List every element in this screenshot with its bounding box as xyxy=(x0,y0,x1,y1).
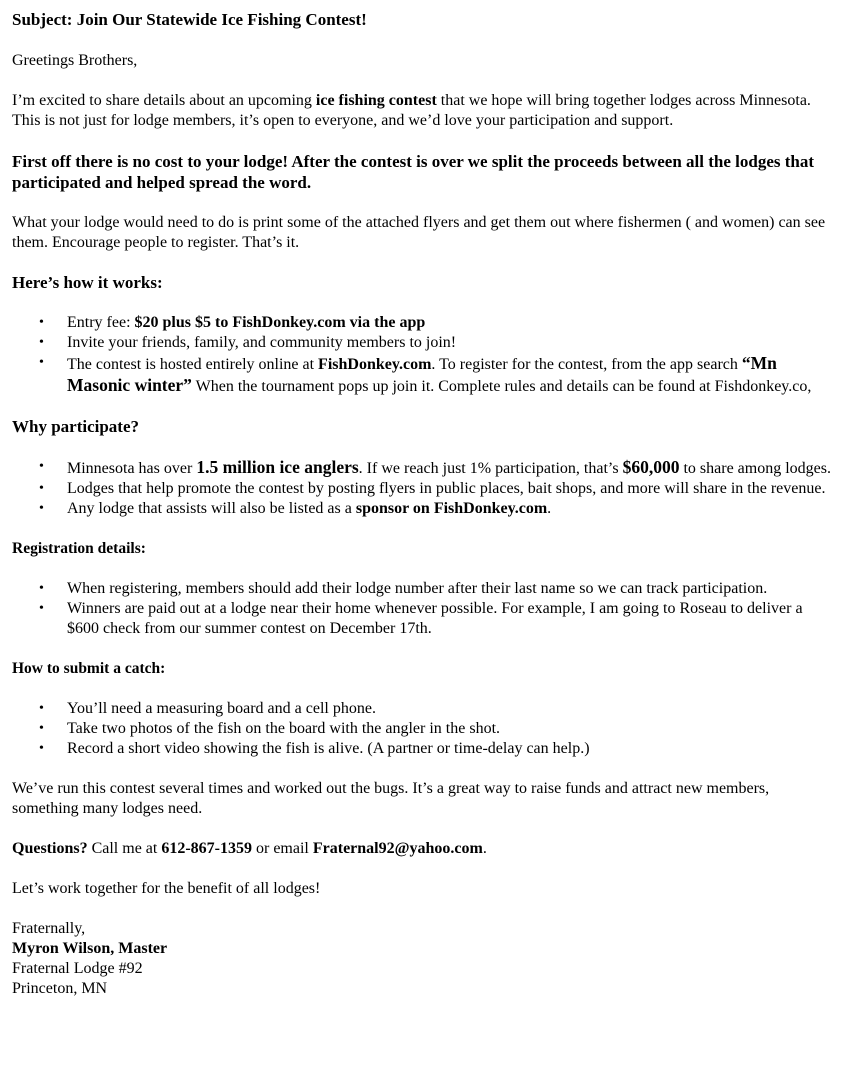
search-term-bold: “Mn Masonic winter” xyxy=(67,353,777,395)
list-item xyxy=(12,479,834,499)
signature-name-text: Myron Wilson, Master xyxy=(12,940,168,957)
submit-catch-heading: How to submit a catch: xyxy=(12,660,166,677)
bullet-icon: • xyxy=(39,701,44,716)
list-item xyxy=(12,353,834,397)
questions-text: or email xyxy=(252,840,313,857)
signature-name xyxy=(12,939,834,959)
item-text: Take two photos of the fish on the board with the angler in the shot. xyxy=(67,720,501,737)
questions-paragraph xyxy=(12,839,834,859)
item-text: Lodges that help promote the contest by posting flyers in public places, bait shops, and more will share in the revenue. xyxy=(67,480,826,497)
why-participate-heading: Why participate? xyxy=(12,417,140,436)
item-text: Winners are paid out at a lodge near their home whenever possible. For example, I am going to Roseau to deliver a $600 check from our summer contest on December 17th. xyxy=(67,600,803,637)
intro-text-end: that we hope will bring together lodges across Minnesota. This is not just for lodge members, it’s open to everyone, and we’d love your participation and support. xyxy=(12,92,811,129)
registration-list xyxy=(12,579,834,639)
item-text: Any lodge that assists will also be listed as a xyxy=(67,500,356,517)
bullet-icon: • xyxy=(39,459,44,474)
signature-location: Princeton, MN xyxy=(12,980,108,997)
list-item xyxy=(12,599,834,639)
bullet-icon: • xyxy=(39,335,44,350)
item-text: to share among lodges. xyxy=(679,460,831,477)
item-text: Record a short video showing the fish is alive. (A partner or time-delay can help.) xyxy=(67,740,590,757)
intro-text: I’m excited to share details about an upcoming xyxy=(12,92,316,109)
lodge-task-paragraph: What your lodge would need to do is print some of the attached flyers and get them out where fishermen ( and women) can see them. Encourage people to register. That’s it. xyxy=(12,214,826,251)
item-text: You’ll need a measuring board and a cell phone. xyxy=(67,700,376,717)
item-text: . To register for the contest, from the app search xyxy=(431,356,742,373)
list-item xyxy=(12,719,834,739)
item-text: The contest is hosted entirely online at xyxy=(67,356,319,373)
submit-catch-list xyxy=(12,699,834,759)
item-text: Entry fee: xyxy=(67,314,135,331)
item-text: Invite your friends, family, and community members to join! xyxy=(67,334,457,351)
list-item xyxy=(12,699,834,719)
bullet-icon: • xyxy=(39,315,44,330)
signature-lodge: Fraternal Lodge #92 xyxy=(12,960,143,977)
item-text: When the tournament pops up join it. Complete rules and details can be found at Fishdonkey.co, xyxy=(191,378,812,395)
entry-fee-bold: $20 plus $5 to FishDonkey.com via the app xyxy=(134,314,426,331)
item-text: . If we reach just 1% participation, that’s xyxy=(358,460,623,477)
questions-label: Questions? xyxy=(12,840,88,857)
bullet-icon: • xyxy=(39,741,44,756)
together-line: Let’s work together for the benefit of all lodges! xyxy=(12,880,321,897)
phone-number[interactable]: 612-867-1359 xyxy=(161,840,252,857)
amount-bold: $60,000 xyxy=(622,457,680,477)
anglers-bold: 1.5 million ice anglers xyxy=(196,457,359,477)
bullet-icon: • xyxy=(39,501,44,516)
list-item xyxy=(12,579,834,599)
closing-paragraph: We’ve run this contest several times and worked out the bugs. It’s a great way to raise funds and attract new members, something many lodges need. xyxy=(12,780,770,817)
bullet-icon: • xyxy=(39,481,44,496)
fishdonkey-bold: FishDonkey.com xyxy=(318,356,432,373)
item-text: Minnesota has over xyxy=(67,460,197,477)
list-item xyxy=(12,333,834,353)
list-item xyxy=(12,739,834,759)
sponsor-bold: sponsor on FishDonkey.com xyxy=(355,500,548,517)
why-participate-list xyxy=(12,457,834,519)
signature-closing: Fraternally, xyxy=(12,920,86,937)
item-text: When registering, members should add their lodge number after their last name so we can track participation. xyxy=(67,580,768,597)
intro-bold: ice fishing contest xyxy=(315,92,437,109)
email-address[interactable]: Fraternal92@yahoo.com xyxy=(312,840,483,857)
email-subject: Subject: Join Our Statewide Ice Fishing Contest! xyxy=(12,10,367,29)
item-text: . xyxy=(547,500,552,517)
intro-paragraph xyxy=(12,91,834,131)
bullet-icon: • xyxy=(39,721,44,736)
bullet-icon: • xyxy=(39,601,44,616)
greeting: Greetings Brothers, xyxy=(12,52,138,69)
signature-block xyxy=(12,919,834,999)
how-it-works-heading: Here’s how it works: xyxy=(12,273,163,292)
bullet-icon: • xyxy=(39,355,44,370)
how-it-works-list xyxy=(12,313,834,397)
bullet-icon: • xyxy=(39,581,44,596)
no-cost-highlight: First off there is no cost to your lodge! After the contest is over we split the proceeds between all the lodges that participated and helped spread the word. xyxy=(12,152,815,192)
questions-text: . xyxy=(482,840,487,857)
list-item xyxy=(12,313,834,333)
registration-heading: Registration details: xyxy=(12,540,146,557)
list-item xyxy=(12,457,834,479)
questions-text: Call me at xyxy=(87,840,162,857)
list-item xyxy=(12,499,834,519)
